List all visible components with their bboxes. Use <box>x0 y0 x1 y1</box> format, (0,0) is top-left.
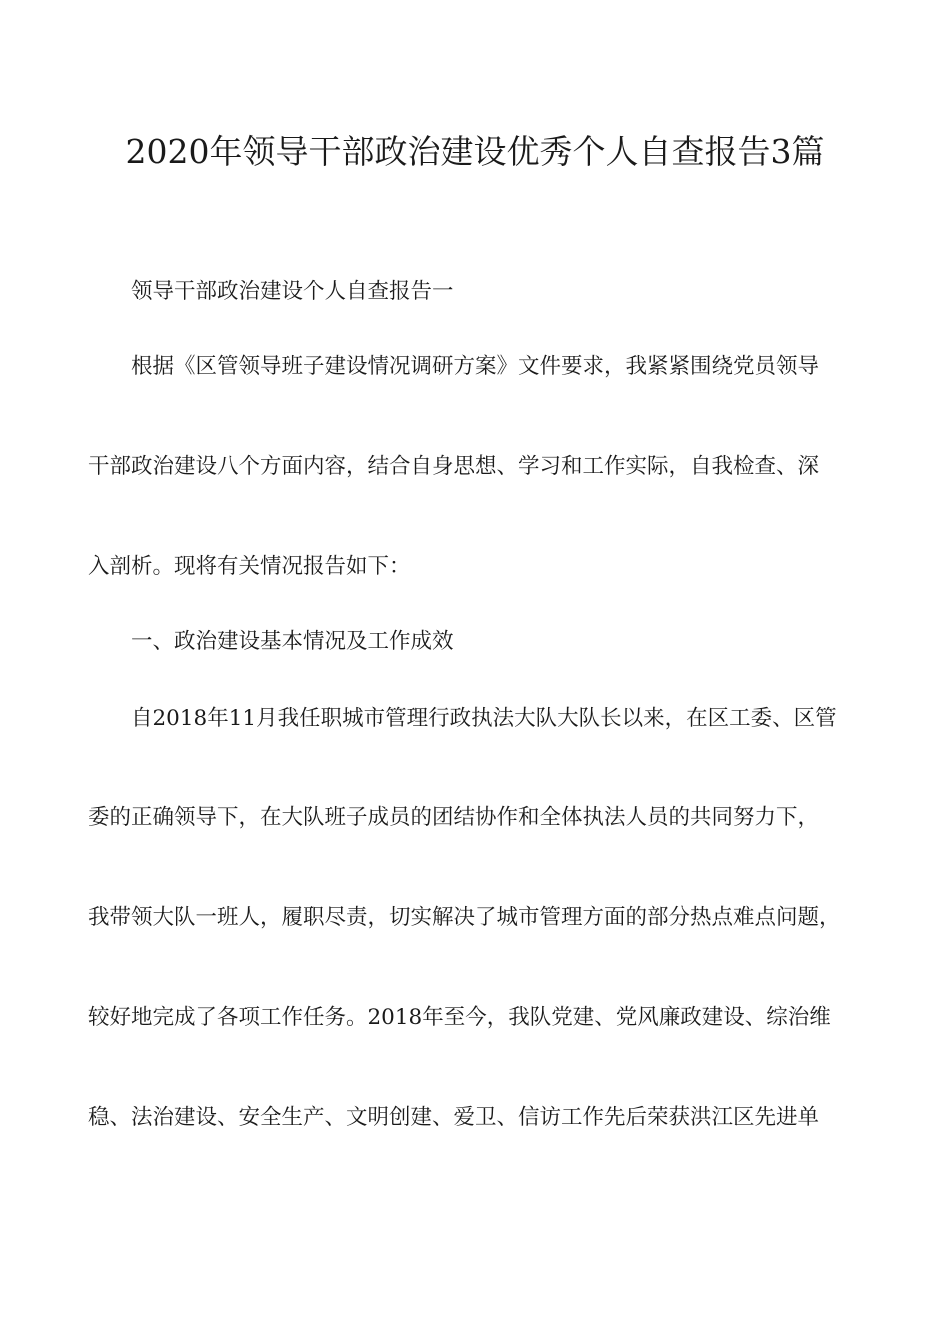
document-title: 2020年领导干部政治建设优秀个人自查报告3篇 <box>125 132 825 171</box>
paragraph-line: 根据《区管领导班子建设情况调研方案》文件要求，我紧紧围绕党员领导 <box>131 354 820 379</box>
paragraph-line: 自2018年11月我任职城市管理行政执法大队大队长以来，在区工委、区管 <box>131 706 837 731</box>
paragraph-line: 委的正确领导下，在大队班子成员的团结协作和全体执法人员的共同努力下， <box>88 805 820 830</box>
paragraph-line: 较好地完成了各项工作任务。2018年至今，我队党建、党风廉政建设、综治维 <box>88 1005 831 1030</box>
paragraph-line: 稳、法治建设、安全生产、文明创建、爱卫、信访工作先后荣获洪江区先进单 <box>88 1105 820 1130</box>
paragraph-line: 干部政治建设八个方面内容，结合自身思想、学习和工作实际，自我检查、深 <box>88 454 820 479</box>
section-heading-report-one: 领导干部政治建设个人自查报告一 <box>131 279 454 304</box>
paragraph-line: 我带领大队一班人，履职尽责，切实解决了城市管理方面的部分热点难点问题， <box>88 905 841 930</box>
section-heading: 一、政治建设基本情况及工作成效 <box>131 629 454 654</box>
paragraph-line: 入剖析。现将有关情况报告如下： <box>88 554 411 579</box>
